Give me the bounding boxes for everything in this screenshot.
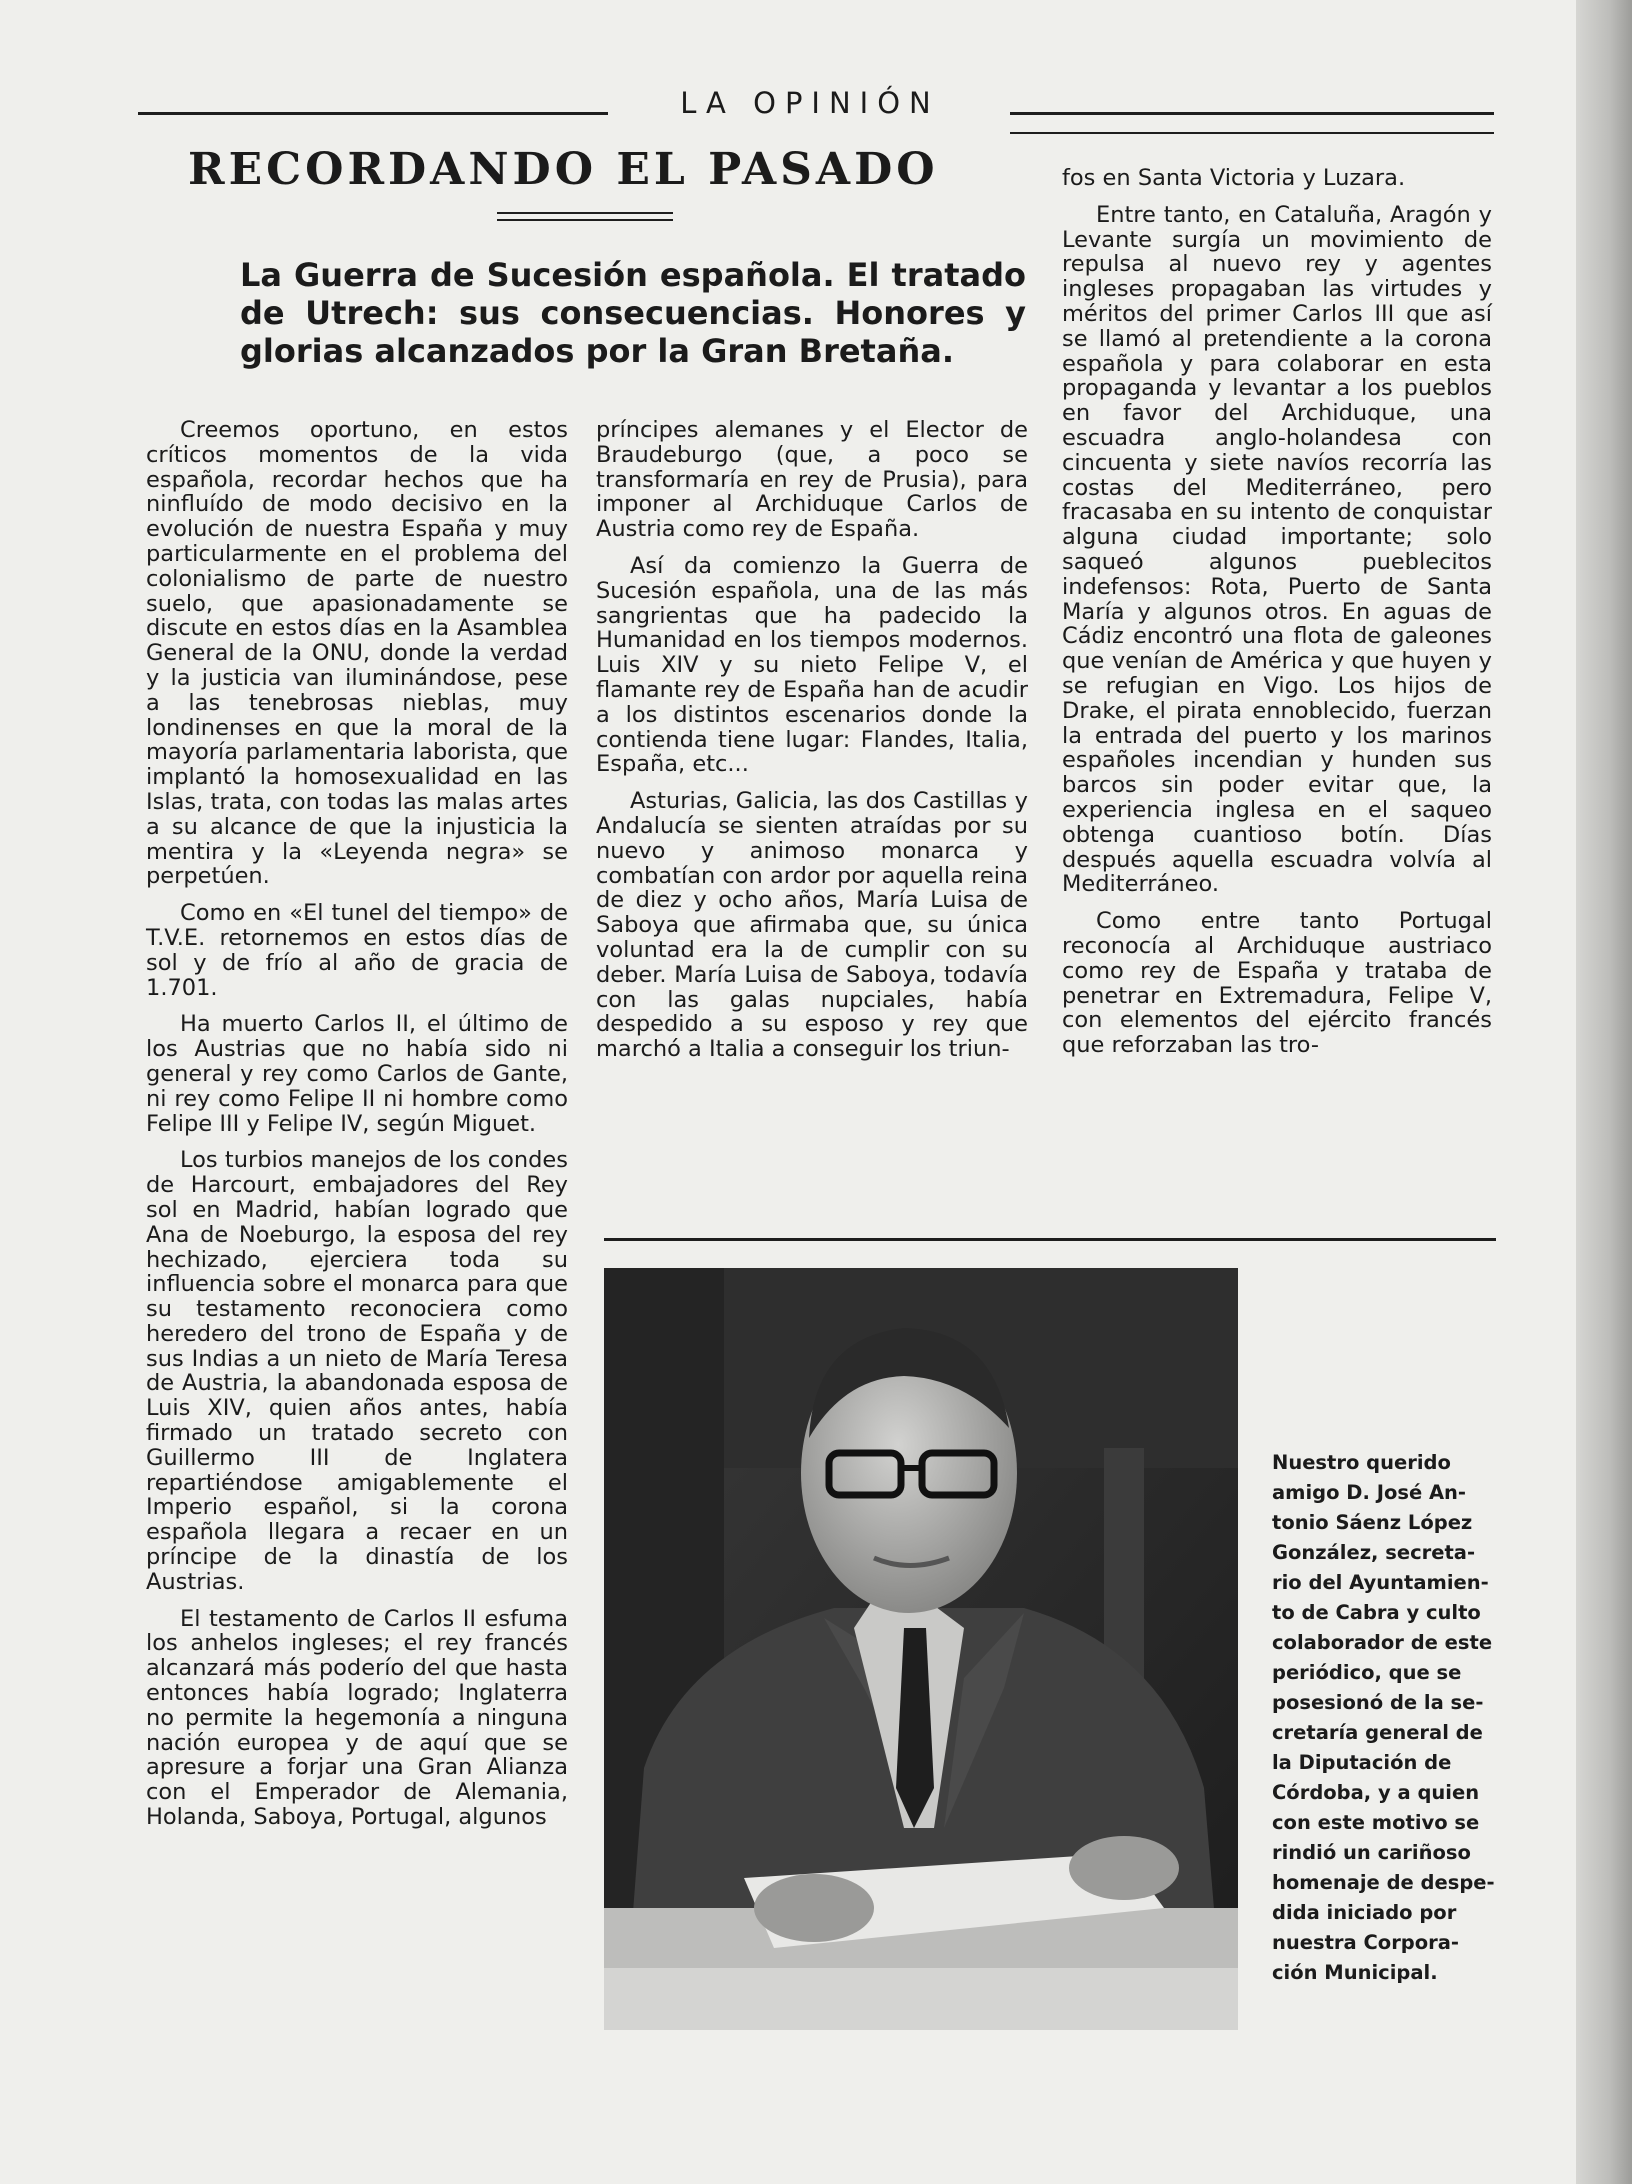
caption-line: González, secreta- xyxy=(1272,1541,1476,1564)
portrait-photo xyxy=(604,1268,1238,2030)
binding-gutter xyxy=(1576,0,1632,2184)
headline-rule-1 xyxy=(497,212,673,214)
caption-line: periódico, que se xyxy=(1272,1661,1462,1684)
caption-line: con este motivo se xyxy=(1272,1811,1480,1834)
headline: RECORDANDO EL PASADO xyxy=(188,144,939,195)
caption-line: nuestra Corpora- xyxy=(1272,1931,1460,1954)
man-reading-document-icon xyxy=(604,1268,1238,2030)
paragraph: Asturias, Galicia, las dos Castillas y Andalucía se sienten atraídas por su nuevo y animoso monarca y combatían con ardor por aquella reina de diez y ocho años, María Luisa de Saboya que afirmaba que, su única voluntad era la de cumplir con su deber. María Luisa de Saboya, todavía con las galas nupciales, había despedido a su esposo y rey que marchó a Italia a conseguir los triun- xyxy=(596,788,1029,1063)
paragraph: fos en Santa Victoria y Luzara. xyxy=(1062,165,1406,191)
paragraph: El testamento de Carlos II esfuma los anhelos ingleses; el rey francés alcanzará más poderío del que hasta entonces había logrado; Inglaterra no permite la hegemonía a ninguna nación europea y de aquí que se apresure a forjar una Gran Alianza con el Emperador de Alemania, Holanda, Saboya, Portugal, algunos xyxy=(146,1605,568,1831)
column-2 xyxy=(596,418,1028,1074)
caption-line: Nuestro querido xyxy=(1272,1451,1451,1474)
column-3 xyxy=(1062,166,1492,1070)
paragraph: Creemos oportuno, en estos críticos momentos de la vida española, recordar hechos que ha ninfluído de modo decisivo en la evolución de nuestra España y muy particularmente en el problema del colonialismo de parte de nuestro suelo, que apasionadamente se discute en estos días en la Asamblea General de la ONU, donde la verdad y la justicia van iluminándose, pese a las tenebrosas nieblas, muy londinenses en que la moral de la mayoría parlamentaria laborista, que implantó la homosexualidad en las Islas, trata, con todas las malas artes a su alcance de que la injusticia la mentira y la «Leyenda negra» se perpetúen. xyxy=(146,417,568,890)
caption-line: cretaría general de xyxy=(1272,1721,1483,1744)
caption-line: tonio Sáenz López xyxy=(1272,1511,1473,1534)
paragraph: Como entre tanto Portugal reconocía al Archiduque austriaco como rey de España y trataba de penetrar en Extremadura, Felipe V, con elementos del ejército francés que reforzaban las tro- xyxy=(1062,908,1492,1059)
paragraph: Como en «El tunel del tiempo» de T.V.E. retornemos en estos días de sol y de frío al año de gracia de 1.701. xyxy=(146,900,568,1001)
photo-caption xyxy=(1272,1448,1496,1988)
caption-line: colaborador de este xyxy=(1272,1631,1493,1654)
masthead-title: LA OPINIÓN xyxy=(680,86,940,120)
caption-line: posesionó de la se- xyxy=(1272,1691,1484,1714)
column-1 xyxy=(146,418,568,1842)
caption-line: rindió un cariñoso xyxy=(1272,1841,1471,1864)
paragraph: Los turbios manejos de los condes de Harcourt, embajadores del Rey sol en Madrid, habían logrado que Ana de Noeburgo, la esposa del rey hechizado, ejerciera toda su influencia sobre el monarca para que su testamento reconociera como heredero del trono de España y de sus Indias a un nieto de María Teresa de Austria, la abandonada esposa de Luis XIV, quien años antes, había firmado un tratado secreto con Guillermo III de Inglatera repartiéndose amigablemente el Imperio español, si la corona española llegara a recaer en un príncipe de la dinastía de los Austrias. xyxy=(146,1147,568,1595)
paragraph: príncipes alemanes y el Elector de Braudeburgo (que, a poco se transformaría en rey de Prusia), para imponer al Archiduque Carlos de Austria como rey de España. xyxy=(596,417,1028,543)
paragraph: Entre tanto, en Cataluña, Aragón y Levante surgía un movimiento de repulsa al nuevo rey y agentes ingleses propagaban las virtudes y méritos del primer Carlos III que así se llamó al pretendiente a la corona española y para colaborar en esta propaganda y levantar a los pueblos en favor del Archiduque, una escuadra anglo-holandesa con cincuenta y siete navíos recorría las costas del Mediterráneo, pero fracasaba en su intento de conquistar alguna ciudad importante; solo saqueó algunos pueblecitos indefensos: Rota, Puerto de Santa María y algunos otros. En aguas de Cádiz encontró una flota de galeones que venían de América y que huyen y se refugian en Vigo. Los hijos de Drake, el pirata ennoblecido, fuerzan la entrada del puerto y los marinos españoles incendian y hunden sus barcos sin poder evitar que, la experiencia inglesa en el saqueo obtenga cuantioso botín. Días después aquella escuadra volvía al Mediterráneo. xyxy=(1062,201,1492,898)
header-rule-left xyxy=(138,112,608,115)
caption-line: Córdoba, y a quien xyxy=(1272,1781,1480,1804)
caption-line: homenaje de despe- xyxy=(1272,1871,1495,1894)
header-rule-right-thin xyxy=(1010,132,1494,134)
caption-line: amigo D. José An- xyxy=(1272,1481,1467,1504)
caption-line: to de Cabra y culto xyxy=(1272,1601,1481,1624)
header-rule-right xyxy=(1010,112,1494,115)
show-through-text xyxy=(160,222,207,282)
caption-line: la Diputación de xyxy=(1272,1751,1452,1774)
paragraph: Así da comienzo la Guerra de Sucesión española, una de las más sangrientas que ha padecido la Humanidad en los tiempos modernos. Luis XIV y su nieto Felipe V, el flamante rey de España han de acudir a los distintos escenarios donde la contienda tiene lugar: Flandes, Italia, España, etc... xyxy=(596,552,1028,778)
subheadline: La Guerra de Sucesión española. El tratado de Utrech: sus consecuencias. Honores y glorias alcanzados por la Gran Bretaña. xyxy=(240,256,1026,370)
caption-line: ción Municipal. xyxy=(1272,1961,1438,1984)
paragraph: Ha muerto Carlos II, el último de los Austrias que no había sido ni general y rey como Carlos de Gante, ni rey como Felipe II ni hombre como Felipe III y Felipe IV, según Miguet. xyxy=(146,1011,568,1137)
photo-separator-rule xyxy=(604,1238,1496,1241)
caption-line: rio del Ayuntamien- xyxy=(1272,1571,1489,1594)
headline-rule-2 xyxy=(497,219,673,221)
caption-line: dida iniciado por xyxy=(1272,1901,1457,1924)
